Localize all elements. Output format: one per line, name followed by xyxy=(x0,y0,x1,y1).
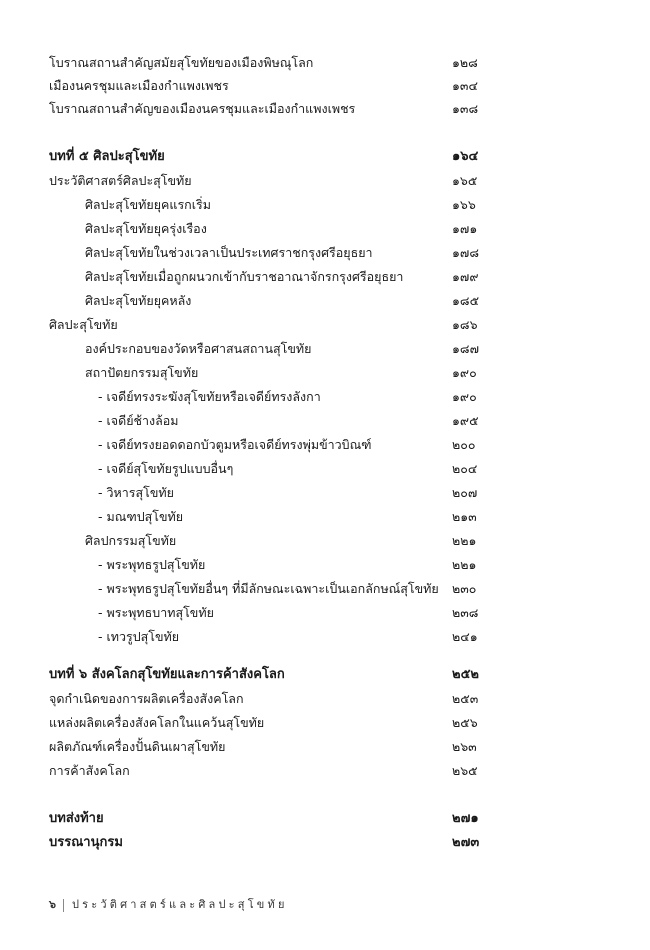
toc-entry-title: โบราณสถานสำคัญสมัยสุโขทัยของเมืองพิษณุโลก xyxy=(49,55,314,70)
toc-entry-title: องค์ประกอบของวัดหรือศาสนสถานสุโขทัย xyxy=(85,341,312,356)
toc-entry xyxy=(0,98,650,120)
toc-entry-title: ศิลปกรรมสุโขทัย xyxy=(85,533,177,548)
toc-entry-title: ศิลปะสุโขทัยยุครุ่งเรือง xyxy=(85,221,207,236)
toc-entry-title: - พระพุทธบาทสุโขทัย xyxy=(98,605,214,620)
toc-entry-title: ประวัติศาสตร์ศิลปะสุโขทัย xyxy=(49,173,192,188)
toc-entry xyxy=(0,736,650,758)
toc-entry-page: ๒๑๓ xyxy=(452,509,477,524)
toc-entry-title: บทที่ ๕ ศิลปะสุโขทัย xyxy=(49,149,165,164)
toc-entry xyxy=(0,338,650,360)
toc-entry xyxy=(0,506,650,528)
toc-entry-page: ๒๓๘ xyxy=(452,605,479,620)
toc-entry xyxy=(0,712,650,734)
toc-entry-title: ผลิตภัณฑ์เครื่องปั้นดินเผาสุโขทัย xyxy=(49,739,226,754)
toc-entry-page: ๒๒๑ xyxy=(452,533,477,548)
toc-entry xyxy=(0,530,650,552)
toc-entry xyxy=(0,626,650,648)
toc-entry-page: ๒๕๓ xyxy=(452,691,479,706)
toc-entry-title: ศิลปะสุโขทัยในช่วงเวลาเป็นประเทศราชกรุงศรีอยุธยา xyxy=(85,245,373,260)
toc-entry-title: บทส่งท้าย xyxy=(49,811,104,826)
toc-entry-page: ๑๗๘ xyxy=(452,245,479,260)
toc-entry-title: แหล่งผลิตเครื่องสังคโลกในแคว้นสุโขทัย xyxy=(49,715,265,730)
toc-entry-page: ๒๗๑ xyxy=(452,811,479,826)
toc-entry-title: บรรณานุกรม xyxy=(49,835,123,850)
toc-entry-page: ๑๙๐ xyxy=(452,365,477,380)
toc-entry xyxy=(0,554,650,576)
toc-entry-page: ๒๕๖ xyxy=(452,715,478,730)
toc-entry-title: - เจดีย์ทรงยอดดอกบัวตูมหรือเจดีย์ทรงพุ่มข้าวบิณฑ์ xyxy=(98,437,372,452)
toc-entry xyxy=(0,75,650,97)
toc-entry-page: ๒๕๒ xyxy=(452,667,479,682)
toc-entry xyxy=(0,386,650,408)
toc-entry-page: ๑๙๕ xyxy=(452,413,479,428)
toc-entry-page: ๑๓๔ xyxy=(452,78,478,93)
toc-entry xyxy=(0,458,650,480)
toc-entry-title: จุดกำเนิดของการผลิตเครื่องสังคโลก xyxy=(49,691,244,706)
toc-entry-page: ๒๖๓ xyxy=(452,739,477,754)
toc-entry-page: ๒๗๓ xyxy=(452,835,480,850)
toc-entry-title: - เจดีย์สุโขทัยรูปแบบอื่นๆ xyxy=(98,461,234,476)
footer-divider xyxy=(63,899,64,912)
toc-entry xyxy=(0,482,650,504)
toc-entry-title: โบราณสถานสำคัญของเมืองนครชุมและเมืองกำแพงเพชร xyxy=(49,101,356,116)
toc-entry xyxy=(0,242,650,264)
toc-entry xyxy=(0,266,650,288)
toc-entry-page: ๒๐๐ xyxy=(452,437,476,452)
toc-entry xyxy=(0,602,650,624)
toc-entry-page: ๒๔๑ xyxy=(452,629,478,644)
toc-entry-title: ศิลปะสุโขทัยยุคแรกเริ่ม xyxy=(85,197,211,212)
toc-entry-page: ๑๒๘ xyxy=(452,55,478,70)
toc-entry-page: ๑๙๐ xyxy=(452,389,477,404)
toc-entry-title: สถาปัตยกรรมสุโขทัย xyxy=(85,365,199,380)
toc-entry-title: - พระพุทธรูปสุโขทัยอื่นๆ ที่มีลักษณะเฉพาะเป็นเอกลักษณ์สุโขทัย xyxy=(98,581,439,596)
toc-entry xyxy=(0,362,650,384)
toc-chapter-entry xyxy=(0,808,650,830)
toc-entry-page: ๑๖๕ xyxy=(452,173,478,188)
toc-entry-title: ศิลปะสุโขทัยยุคหลัง xyxy=(85,293,192,308)
toc-entry xyxy=(0,760,650,782)
toc-entry-page: ๑๗๙ xyxy=(452,269,479,284)
toc-entry-page: ๑๘๗ xyxy=(452,341,479,356)
toc-entry-page: ๒๐๗ xyxy=(452,485,478,500)
toc-entry-title: ศิลปะสุโขทัยเมื่อถูกผนวกเข้ากับราชอาณาจักรกรุงศรีอยุธยา xyxy=(85,269,404,284)
toc-entry-title: ศิลปะสุโขทัย xyxy=(49,317,118,332)
toc-entry-page: ๒๒๑ xyxy=(452,557,477,572)
toc-entry-title: - พระพุทธรูปสุโขทัย xyxy=(98,557,206,572)
toc-chapter-entry xyxy=(0,832,650,854)
toc-entry xyxy=(0,314,650,336)
toc-entry-title: การค้าสังคโลก xyxy=(49,763,130,778)
toc-chapter-entry xyxy=(0,146,650,168)
toc-entry-page: ๑๖๔ xyxy=(452,149,479,164)
toc-entry-title: - วิหารสุโขทัย xyxy=(98,485,174,500)
toc-entry-page: ๑๘๕ xyxy=(452,293,480,308)
toc-entry xyxy=(0,170,650,192)
toc-entry-page: ๑๘๖ xyxy=(452,317,478,332)
toc-chapter-entry xyxy=(0,664,650,686)
toc-entry-title: - เจดีย์ทรงระฆังสุโขทัยหรือเจดีย์ทรงลังกา xyxy=(98,389,321,404)
toc-entry-page: ๑๓๘ xyxy=(452,101,479,116)
toc-entry-title: บทที่ ๖ สังคโลกสุโขทัยและการค้าสังคโลก xyxy=(49,667,285,682)
toc-entry-page: ๑๗๑ xyxy=(452,221,478,236)
toc-entry-page: ๑๖๖ xyxy=(452,197,476,212)
toc-entry xyxy=(0,578,650,600)
toc-entry-page: ๒๓๐ xyxy=(452,581,477,596)
toc-entry xyxy=(0,410,650,432)
toc-entry-page: ๒๐๔ xyxy=(452,461,478,476)
toc-entry xyxy=(0,434,650,456)
toc-entry xyxy=(0,52,650,74)
toc-entry xyxy=(0,218,650,240)
toc-entry-title: - มณฑปสุโขทัย xyxy=(98,509,184,524)
toc-entry xyxy=(0,194,650,216)
toc-entry xyxy=(0,290,650,312)
toc-entry-page: ๒๖๕ xyxy=(452,763,478,778)
toc-entry-title: - เจดีย์ช้างล้อม xyxy=(98,413,179,428)
footer-book-title: ประวัติศาสตร์และศิลปะสุโขทัย xyxy=(71,898,288,911)
footer-page-number: ๖ xyxy=(49,898,56,911)
page-footer xyxy=(49,895,288,915)
toc-entry-title: เมืองนครชุมและเมืองกำแพงเพชร xyxy=(49,78,229,93)
toc-entry-title: - เทวรูปสุโขทัย xyxy=(98,629,180,644)
toc-entry xyxy=(0,688,650,710)
